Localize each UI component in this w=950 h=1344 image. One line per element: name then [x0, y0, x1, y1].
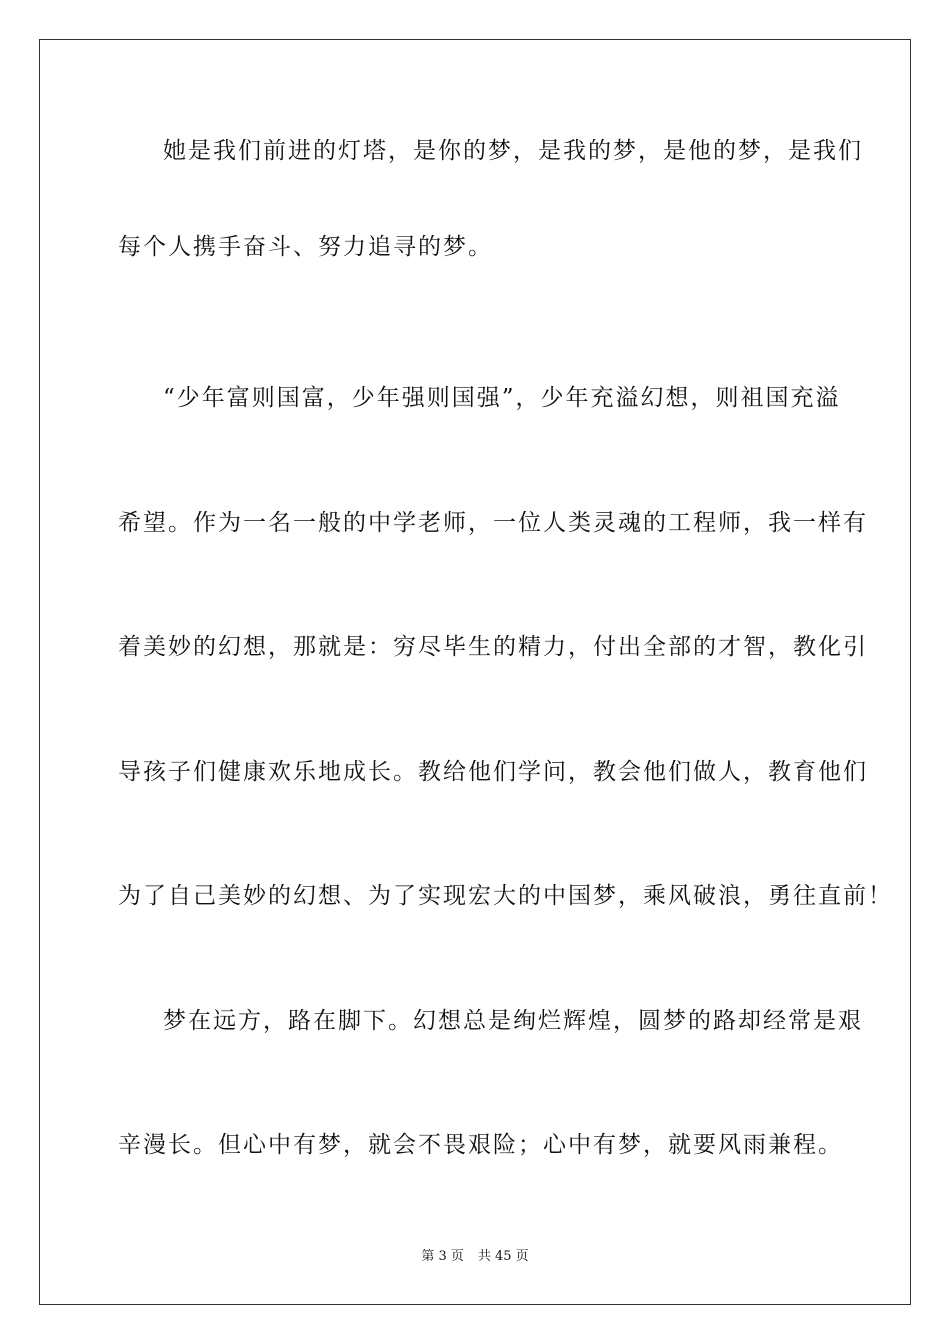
paragraph-3-line-1: 梦在远方，路在脚下。幻想总是绚烂辉煌，圆梦的路却经常是艰	[163, 1008, 863, 1034]
page-number: 第 3 页	[421, 1249, 464, 1264]
paragraph-2-line-1: “少年富则国富，少年强则国强”，少年充溢幻想，则祖国充溢	[163, 385, 841, 411]
page-footer	[0, 1248, 950, 1266]
paragraph-2-line-2: 希望。作为一名一般的中学老师，一位人类灵魂的工程师，我一样有	[118, 510, 868, 536]
paragraph-1-line-1: 她是我们前进的灯塔，是你的梦，是我的梦，是他的梦，是我们	[163, 138, 863, 164]
paragraph-1-line-2: 每个人携手奋斗、努力追寻的梦。	[118, 234, 493, 260]
paragraph-2-line-5: 为了自己美妙的幻想、为了实现宏大的中国梦，乘风破浪，勇往直前！	[118, 883, 893, 909]
paragraph-2-line-3: 着美妙的幻想，那就是：穷尽毕生的精力，付出全部的才智，教化引	[118, 634, 868, 660]
page-total: 共 45 页	[477, 1249, 529, 1264]
paragraph-2-line-4: 导孩子们健康欢乐地成长。教给他们学问，教会他们做人，教育他们	[118, 759, 868, 785]
paragraph-3-line-2: 辛漫长。但心中有梦，就会不畏艰险；心中有梦，就要风雨兼程。	[118, 1132, 843, 1158]
page-border	[39, 39, 911, 1305]
